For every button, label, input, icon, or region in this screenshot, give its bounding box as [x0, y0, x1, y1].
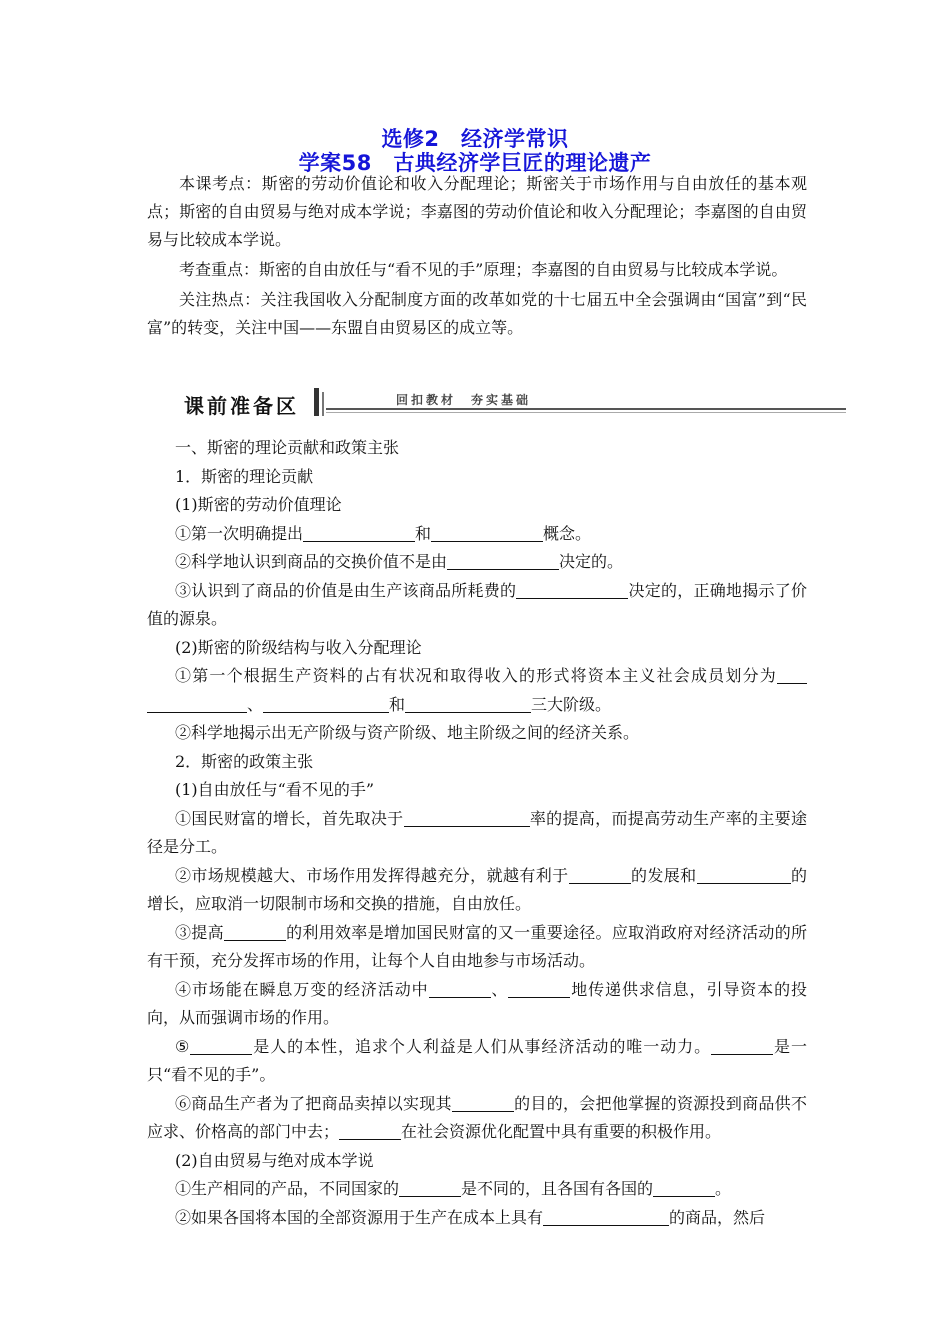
question-text: 是不同的，且各国有各国的: [461, 1179, 654, 1198]
question-text: 、: [247, 694, 264, 714]
answer-blank[interactable]: [447, 551, 559, 570]
answer-blank[interactable]: [508, 979, 570, 998]
question-item: [147, 520, 807, 549]
question-item: [147, 1033, 807, 1090]
question-item: ②科学地揭示出无产阶级与资产阶级、地主阶级之间的经济关系。: [175, 723, 640, 742]
answer-blank[interactable]: [190, 1036, 252, 1055]
question-item: [147, 805, 807, 862]
banner-divider: [314, 388, 319, 416]
question-item: [147, 1204, 807, 1233]
answer-blank[interactable]: [429, 979, 491, 998]
question-text: 的商品，然后: [669, 1207, 766, 1227]
question-text: ①国民财富的增长，首先取决于: [175, 808, 404, 828]
question-text: 地传递供求信息，引导资本的投向，从而强调市场的作用。: [147, 979, 807, 1027]
topic-heading: (2)斯密的阶级结构与收入分配理论: [175, 637, 422, 657]
answer-blank[interactable]: [452, 1093, 514, 1112]
question-text: 率的提高，而提高劳动生产率的主要途径是分工。: [147, 808, 807, 856]
question-text: ①生产相同的产品，不同国家的: [175, 1179, 400, 1198]
question-text: ⑥商品生产者为了把商品卖掉以实现其: [175, 1093, 452, 1113]
question-text: ④市场能在瞬息万变的经济活动中: [175, 979, 429, 999]
answer-blank[interactable]: [516, 580, 628, 599]
subsection-heading: 1．斯密的理论贡献: [175, 466, 314, 486]
answer-blank[interactable]: [653, 1178, 715, 1197]
hot-topics: 关注热点：关注我国收入分配制度方面的改革如党的十七届五中全会强调由“国富”到“民富”的转变，关注中国——东盟自由贸易区的成立等。: [147, 290, 807, 337]
question-item: [147, 976, 807, 1033]
banner-title: 课前准备区: [184, 394, 299, 418]
answer-blank[interactable]: [431, 523, 543, 542]
question-item: [147, 662, 807, 719]
question-item: [147, 548, 807, 577]
question-text: 决定的，正确地揭示了价值的源泉。: [147, 580, 807, 628]
topic-heading: (2)自由贸易与绝对成本学说: [175, 1150, 374, 1170]
intro-section: [147, 170, 807, 344]
question-text: 和: [415, 523, 432, 543]
answer-blank[interactable]: [399, 1178, 461, 1197]
answer-blank[interactable]: [224, 922, 286, 941]
topic-heading: (1)斯密的劳动价值理论: [175, 495, 342, 514]
answer-blank[interactable]: [405, 694, 531, 713]
question-text: ①第一个根据生产资料的占有状况和取得收入的形式将资本主义社会成员划分为: [175, 666, 777, 685]
lesson-title: 学案58 古典经济学巨匠的理论遗产: [298, 151, 652, 175]
question-text: 和: [389, 694, 406, 714]
section-heading: 一、斯密的理论贡献和政策主张: [175, 438, 400, 457]
section-banner: [176, 384, 851, 424]
question-item: [147, 1175, 807, 1204]
answer-blank[interactable]: [711, 1036, 773, 1055]
question-text: 在社会资源优化配置中具有重要的积极作用。: [401, 1122, 722, 1141]
question-text: ②科学地认识到商品的交换价值不是由: [175, 552, 448, 571]
answer-blank[interactable]: [777, 665, 807, 684]
banner-rule-thin: [326, 412, 846, 413]
question-item: [147, 919, 807, 976]
question-item: [147, 577, 807, 634]
topic-heading: (1)自由放任与“看不见的手”: [175, 780, 375, 799]
question-text: 的目的，会把他掌握的资源投到商品供不应求、价格高的部门中去；: [147, 1093, 807, 1141]
exam-points: 本课考点：斯密的劳动价值论和收入分配理论；斯密关于市场作用与自由放任的基本观点；斯密的自由贸易与绝对成本学说；李嘉图的劳动价值论和收入分配理论；李嘉图的自由贸易与比较成本学说。: [147, 174, 807, 249]
question-text: 的增长，应取消一切限制市场和交换的措施，自由放任。: [147, 865, 807, 913]
question-text: ③认识到了商品的价值是由生产该商品所耗费的: [175, 580, 517, 600]
question-item: [147, 862, 807, 919]
answer-blank[interactable]: [303, 523, 415, 542]
question-text: 三大阶级。: [531, 694, 612, 714]
question-text: 、: [490, 979, 509, 999]
question-item: [147, 1090, 807, 1147]
answer-blank[interactable]: [147, 694, 247, 713]
question-text: 是一只“看不见的手”。: [147, 1036, 807, 1084]
question-text: 的利用效率是增加国民财富的又一重要途径。应取消政府对经济活动的所有干预，充分发挥市场的作用，让每个人自由地参与市场活动。: [147, 922, 807, 970]
question-text: 。: [715, 1179, 732, 1198]
subsection-heading: 2．斯密的政策主张: [175, 751, 314, 771]
question-text: ②市场规模越大、市场作用发挥得越充分，就越有利于: [175, 865, 569, 885]
question-text: ③提高: [175, 922, 224, 942]
banner-divider-thin: [322, 392, 324, 416]
answer-blank[interactable]: [763, 865, 791, 884]
answer-blank[interactable]: [569, 865, 631, 884]
answer-blank[interactable]: [543, 1207, 669, 1226]
question-text: ⑤: [175, 1036, 191, 1056]
banner-subtitle: 回扣教材 夯实基础: [390, 391, 537, 408]
question-text: ①第一次明确提出: [175, 523, 304, 543]
question-text: 概念。: [543, 523, 592, 543]
question-text: 是人的本性，追求个人利益是人们从事经济活动的唯一动力。: [252, 1036, 712, 1056]
answer-blank[interactable]: [339, 1121, 401, 1140]
exam-focus: 考查重点：斯密的自由放任与“看不见的手”原理；李嘉图的自由贸易与比较成本学说。: [179, 260, 788, 279]
answer-blank[interactable]: [404, 808, 530, 827]
question-text: 决定的。: [559, 552, 624, 571]
banner-rule: [326, 408, 846, 410]
main-content: [147, 434, 807, 1232]
answer-blank[interactable]: [697, 865, 763, 884]
series-title: 选修2 经济学常识: [381, 127, 569, 151]
question-text: 的发展和: [630, 865, 697, 885]
question-text: ②如果各国将本国的全部资源用于生产在成本上具有: [175, 1207, 544, 1227]
answer-blank[interactable]: [263, 694, 389, 713]
